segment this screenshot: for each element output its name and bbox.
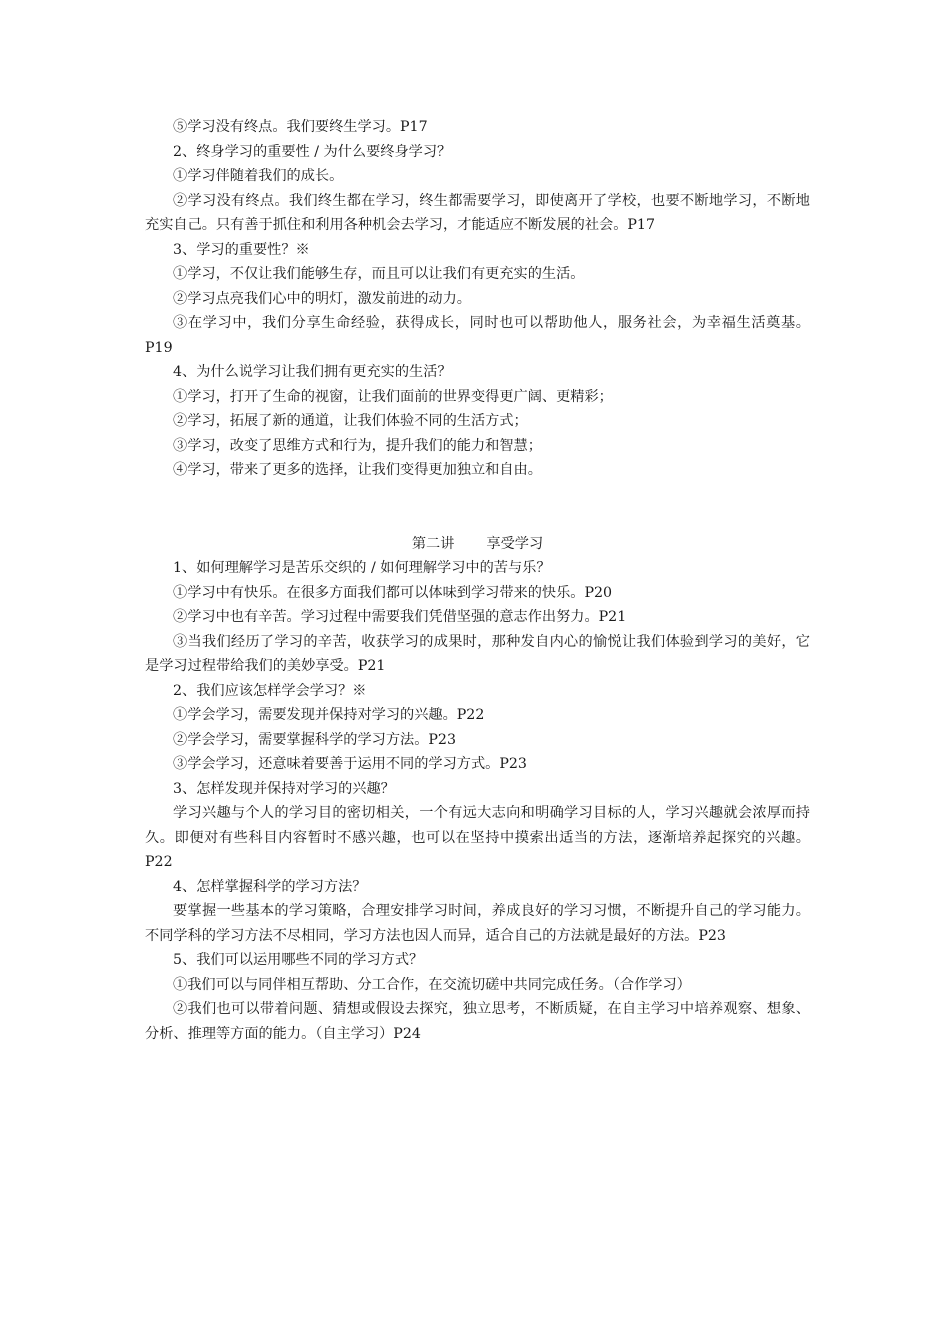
question-heading-methods: 4、怎样掌握科学的学习方法？	[173, 878, 367, 895]
document-page	[145, 115, 810, 1046]
paragraph-s2-11: 要掌握一些基本的学习策略，合理安排学习时间，养成良好的学习习惯，不断提升自己的学习能力。不同学科的学习方法不尽相同，学习方法也因人而异，适合自己的方法就是最好的方法。P23	[145, 903, 810, 944]
paragraph-s2-3: ③当我们经历了学习的辛苦，收获学习的成果时，那种发自内心的愉悦让我们体验到学习的美好，它是学习过程带给我们的美妙享受。P21	[145, 633, 810, 674]
paragraph-s1-6: ②学习点亮我们心中的明灯，激发前进的动力。	[173, 290, 471, 307]
paragraph-s2-6: ②学会学习，需要掌握科学的学习方法。P23	[173, 731, 456, 748]
paragraph-s1-3: ②学习没有终点。我们终生都在学习，终生都需要学习，即使离开了学校，也要不断地学习，不断地充实自己。只有善于抓住和利用各种机会去学习，才能适应不断发展的社会。P17	[145, 192, 810, 233]
paragraph-s2-1: ①学习中有快乐。在很多方面我们都可以体味到学习带来的快乐。P20	[173, 584, 613, 601]
paragraph-s1-0: ⑤学习没有终点。我们要终生学习。P17	[173, 119, 428, 135]
paragraph-s1-12: ④学习，带来了更多的选择，让我们变得更加独立和自由。	[173, 462, 542, 478]
paragraph-s2-14: ②我们也可以带着问题、猜想或假设去探究，独立思考，不断质疑，在自主学习中培养观察、想象、分析、推理等方面的能力。（自主学习）P24	[145, 1001, 810, 1042]
paragraph-s1-9: ①学习，打开了生命的视窗，让我们面前的世界变得更广阔、更精彩；	[173, 388, 613, 405]
question-heading-fuller-life: 4、为什么说学习让我们拥有更充实的生活？	[173, 364, 452, 380]
paragraph-s1-5: ①学习，不仅让我们能够生存，而且可以让我们有更充实的生活。	[173, 266, 585, 282]
question-heading-interest: 3、怎样发现并保持对学习的兴趣？	[173, 780, 395, 797]
question-heading-lifelong-learning: 2、终身学习的重要性 / 为什么要终身学习？	[173, 143, 452, 160]
paragraph-s2-5: ①学会学习，需要发现并保持对学习的兴趣。P22	[173, 707, 485, 723]
question-heading-joy-and-pain: 1、如何理解学习是苦乐交织的 / 如何理解学习中的苦与乐？	[173, 560, 551, 576]
question-heading-learn-to-learn: 2、我们应该怎样学会学习？※	[173, 682, 367, 699]
paragraph-s1-2: ①学习伴随着我们的成长。	[173, 168, 344, 184]
paragraph-s2-9: 学习兴趣与个人的学习目的密切相关，一个有远大志向和明确学习目标的人，学习兴趣就会浓厚而持久。即便对有些科目内容暂时不感兴趣，也可以在坚持中摸索出适当的方法，逐渐培养起探究的兴趣。P22	[145, 805, 810, 870]
section-spacer	[145, 483, 810, 532]
paragraph-s1-10: ②学习，拓展了新的通道，让我们体验不同的生活方式；	[173, 413, 528, 429]
question-heading-learning-styles: 5、我们可以运用哪些不同的学习方式？	[173, 952, 424, 968]
paragraph-s1-11: ③学习，改变了思维方式和行为，提升我们的能力和智慧；	[173, 437, 542, 454]
paragraph-s2-7: ③学会学习，还意味着要善于运用不同的学习方式。P23	[173, 756, 527, 772]
lecture-title: 享受学习	[486, 535, 544, 552]
paragraph-s2-13: ①我们可以与同伴相互帮助、分工合作，在交流切磋中共同完成任务。（合作学习）	[173, 976, 691, 993]
paragraph-s1-7: ③在学习中，我们分享生命经验，获得成长，同时也可以帮助他人，服务社会，为幸福生活奠基。P19	[145, 315, 810, 356]
question-heading-importance: 3、学习的重要性？※	[173, 241, 310, 258]
paragraph-s2-2: ②学习中也有辛苦。学习过程中需要我们凭借坚强的意志作出努力。P21	[173, 609, 627, 625]
lecture-number: 第二讲	[411, 535, 455, 552]
lecture-heading	[145, 532, 810, 557]
